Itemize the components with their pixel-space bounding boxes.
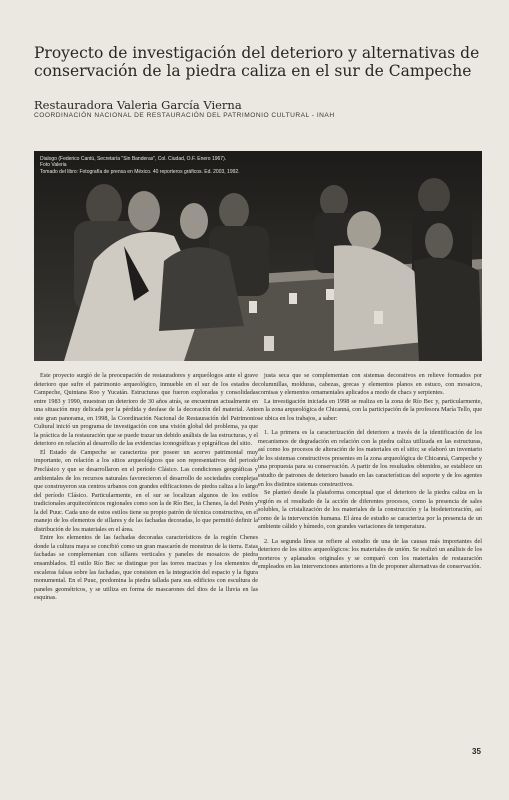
caption-line: Foto Valeria [40, 162, 67, 169]
article-author: Restauradora Valeria García Vierna [34, 98, 242, 112]
body-paragraph: El Estado de Campeche se caracteriza por poseer un acervo patrimonial muy importante, en relación a los sitios arqueológicos que son representativos del periodo Preclásico y que se desarrollaron en el período Clásico. Las condiciones geográficas y ambientales de los recursos naturales favorecieron el desarrollo de sociedades complejas que construyeron sus centros urbanos con grandes edificaciones de piedra caliza a lo largo del período Clásico. Particularmente, en el sur se localizan algunos de los estilos tradicionales arquitectónicos regionales como son la de Río Bec, la Chenes, la del Petén y la del Puuc. Cada uno de estos estilos tiene su propio patrón de técnica constructiva, en el manejo de los elementos de sillares y de las fachadas decoradas, lo que permitió definir la distribución de los materiales en el área. [34, 448, 258, 533]
body-column-right [258, 372, 482, 572]
author-affiliation: COORDINACIÓN NACIONAL DE RESTAURACIÓN DEL PATRIMONIO CULTURAL - INAH [34, 112, 335, 119]
page-number: 35 [472, 747, 481, 756]
body-paragraph: Este proyecto surgió de la preocupación de restauradores y arqueólogos ante el grave deterioro que sufre el patrimonio arqueológico, inmueble en el sur de los estados de Campeche, Quintana Roo y Yucatán. Estructuras que fueron exploradas y consolidadas entre 1983 y 1990, muestran un deterioro de 30 años atrás, se encuentran actualmente en una situación muy delicada por la pérdida y desfase de la decoración del material. Ante este gran panorama, en 1998, la Coordinación Nacional de Restauración del Patrimonio Cultural inició un programa de investigación con una visión global del problema, ya que la práctica de la restauración que se puede trazar un debido análisis de las estructuras, y el deterioro en relación al desarrollo de las evidencias iconográficas y epigráficas del sitio. [34, 372, 258, 448]
photo-illustration [34, 151, 482, 361]
body-column-left [34, 372, 258, 603]
article-title: Proyecto de investigación del deterioro y alternativas de conservación de la piedra caliza en el sur de Campeche [34, 44, 480, 80]
body-paragraph: La investigación iniciada en 1998 se realiza en la zona de Río Bec y, particularmente, en la zona arqueológica de Chicanná, con la participación de la profesora María Tello, que se ubica en los trabajos, a saber: [258, 397, 482, 422]
body-paragraph: justa seca que se complementan con sistemas decorativos en relieve formados por columnillas, molduras, cabezas, grecas y elementos planos en estuco, con mosaicos, cornisas y elementos ornamentales aplicados a modo de chacs y serpientes. [258, 372, 482, 397]
body-paragraph: 2. La segunda línea se refiere al estudio de una de las causas más importantes del deterioro de los sitios arqueológicos: los materiales de unión. Se realizó un análisis de los morteros y aplanados originales y se comparó con los materiales de restauración empleados en las intervenciones anteriores a fin de proponer alternativas de conservación. [258, 537, 482, 571]
article-photo [34, 151, 482, 361]
photo-caption [40, 156, 340, 175]
body-paragraph: 1. La primera es la caracterización del deterioro a través de la identificación de los mecanismos de degradación en relación con la piedra caliza utilizada en las estructuras, así como los procesos de alteración de los materiales en el sitio; se elaboró un inventario de los sistemas constructivos presentes en la zona arqueológica de Chicanná, Campeche y una propuesta para su conservación. A partir de los resultados obtenidos, se establece un estudio de patrones de deterioro basado en las características del soporte y de los agentes en los distintos sistemas constructivos. [258, 429, 482, 488]
body-paragraph: Entre los elementos de las fachadas decoradas característicos de la región Chenes donde la cultura maya se concibió como un gran mascarón de monstruo de la tierra. Estas fachadas se complementan con sillares verticales y paneles de mosaicos de piedra ensamblados. El estilo Río Bec se distingue por las torres macizas y los elementos de escaleras falsas sobre las fachadas, que consisten en la integración del espacio y la figura monumental. En el Puuc, predomina la piedra tallada para sus edificios con escultura de paneles geométricos, y se utiliza en forma de mascarones del dios de la lluvia en las esquinas. [34, 534, 258, 602]
caption-line: Dialogo (Federico Cantú, Secretaría "Sin Banderas", Col. Ciudad, O.F. Enero 1967). [40, 156, 227, 162]
body-paragraph: Se planteó desde la plataforma conceptual que el deterioro de la piedra caliza en la región es el resultado de la acción de diferentes procesos, como la presencia de sales solubles, la cristalización de los materiales de la construcción y la biodeterioración, así como de la intervención humana. El área de estudio se caracteriza por la presencia de un ambiente cálido y húmedo, con grandes variaciones de temperatura. [258, 489, 482, 531]
caption-line: Tomado del libro: Fotografía de prensa en México. 40 reporteros gráficos. Ed. 2003, 1992. [40, 168, 240, 175]
